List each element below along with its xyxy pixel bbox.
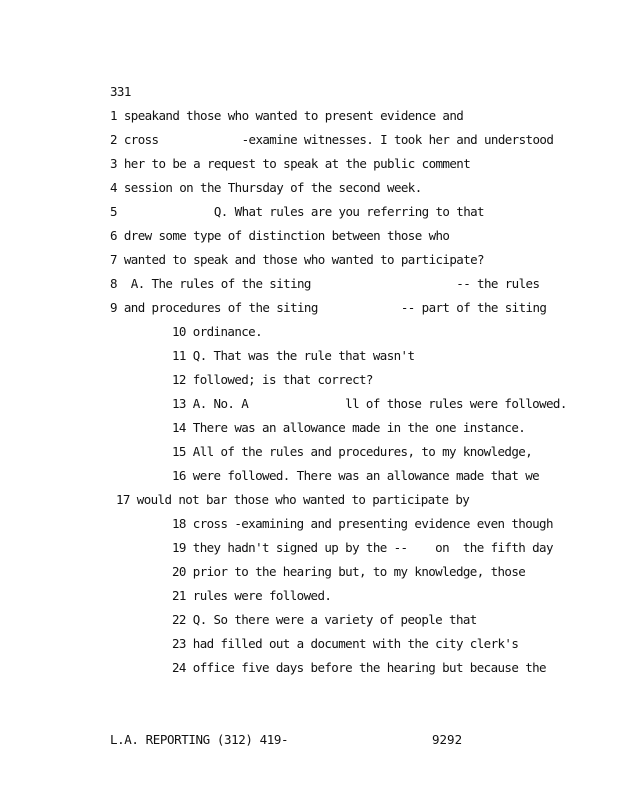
transcript-line-19: 19 they hadn't signed up by the -- on the fifth day xyxy=(172,540,553,555)
transcript-line-1: 1 speakand those who wanted to present evidence and xyxy=(110,108,464,123)
transcript-line-20: 20 prior to the hearing but, to my knowledge, those xyxy=(172,564,526,579)
footer-reporting-company: L.A. REPORTING (312) 419- xyxy=(110,732,289,747)
transcript-line-18: 18 cross -examining and presenting evidence even though xyxy=(172,516,553,531)
transcript-line-15: 15 All of the rules and procedures, to my knowledge, xyxy=(172,444,533,459)
transcript-line-24: 24 office five days before the hearing but because the xyxy=(172,660,546,675)
transcript-line-8: 8 A. The rules of the siting -- the rules xyxy=(110,276,540,291)
transcript-line-21: 21 rules were followed. xyxy=(172,588,332,603)
transcript-line-16: 16 were followed. There was an allowance made that we xyxy=(172,468,540,483)
transcript-line-17: 17 would not bar those who wanted to participate by xyxy=(116,492,470,507)
transcript-line-23: 23 had filled out a document with the city clerk's xyxy=(172,636,519,651)
transcript-line-12: 12 followed; is that correct? xyxy=(172,372,373,387)
transcript-line-14: 14 There was an allowance made in the one instance. xyxy=(172,420,526,435)
transcript-line-4: 4 session on the Thursday of the second week. xyxy=(110,180,422,195)
transcript-line-11: 11 Q. That was the rule that wasn't xyxy=(172,348,415,363)
transcript-line-5: 5 Q. What rules are you referring to that xyxy=(110,204,484,219)
transcript-line-13: 13 A. No. A ll of those rules were followed. xyxy=(172,396,567,411)
transcript-line-22: 22 Q. So there were a variety of people that xyxy=(172,612,477,627)
transcript-line-3: 3 her to be a request to speak at the public comment xyxy=(110,156,471,171)
transcript-line-2: 2 cross -examine witnesses. I took her and understood xyxy=(110,132,554,147)
footer-phone-suffix: 9292 xyxy=(432,732,463,747)
transcript-line-9: 9 and procedures of the siting -- part of the siting xyxy=(110,300,547,315)
transcript-line-7: 7 wanted to speak and those who wanted to participate? xyxy=(110,252,484,267)
transcript-line-6: 6 drew some type of distinction between those who xyxy=(110,228,450,243)
transcript-line-10: 10 ordinance. xyxy=(172,324,263,339)
page-number: 331 xyxy=(110,84,131,99)
